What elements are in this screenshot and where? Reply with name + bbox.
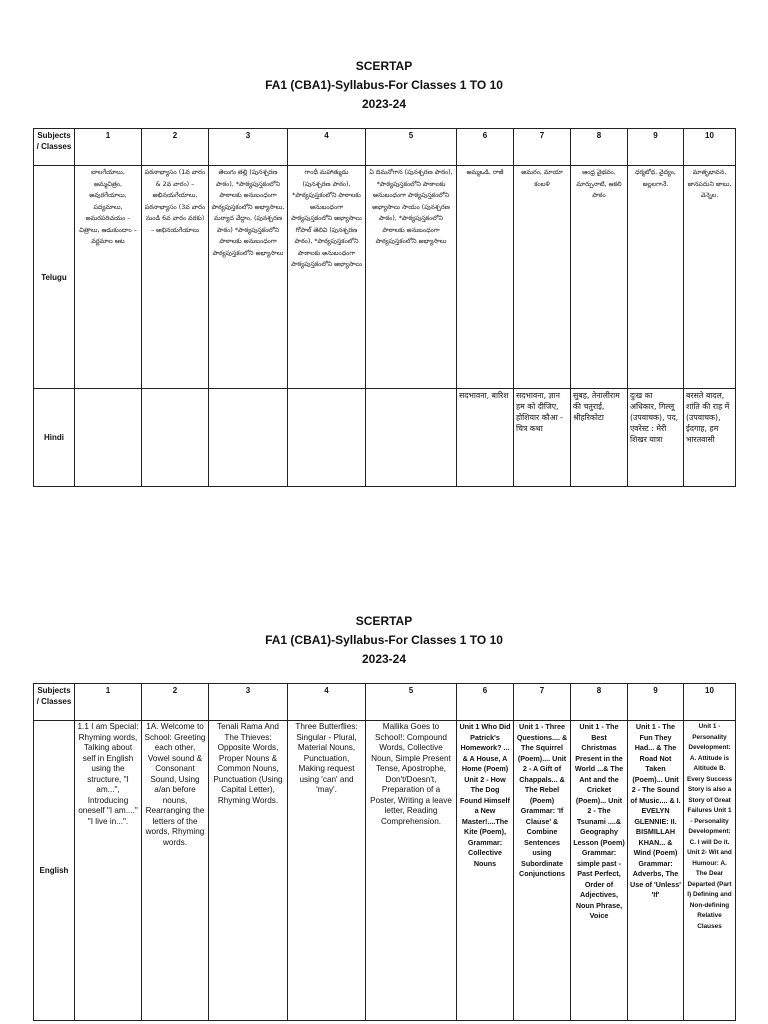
english-class-2: 1A. Welcome to School: Greeting each other, Vowel sound & Consonant Sound, Using a/an before nouns, Rearranging the letters of the words, Rhyming words. — [142, 721, 209, 1021]
hindi-class-7: सदभावना, ज्ञान हम को दीजिए, होशियार कौआ - चित्र कथा — [514, 389, 571, 487]
english-class-5: Mallika Goes to School!: Compound Words, Collective Noun, Simple Present Tense, Apostrophe, Don't/Doesn't, Preparation of a Poster, Writing a leave letter, Reading Comprehension. — [366, 721, 457, 1021]
header-class-4: 4 — [288, 684, 366, 721]
header-class-6: 6 — [457, 684, 514, 721]
hindi-class-2 — [142, 389, 209, 487]
header-class-1: 1 — [75, 129, 142, 166]
header-class-8: 8 — [571, 129, 628, 166]
telugu-class-8: ఆంధ్ర వైభవం, మార్పునాటి, ఆకలి పాఠం — [571, 166, 628, 389]
page-1-year: 2023-24 — [361, 97, 407, 111]
english-class-8: Unit 1 - The Best Christmas Present in the World ...& The Ant and the Cricket (Poem)... Unit 2 - The Tsunami ....& Geography Lesson (Poem) Grammar: simple past - Past Perfect, Order of Adjectives, Noun Phrase, Voice — [571, 721, 628, 1021]
page-2-subtitle: FA1 (CBA1)-Syllabus-For Classes 1 TO 10 — [265, 633, 503, 647]
header-class-9: 9 — [628, 684, 684, 721]
telugu-class-4: గాంధీ మహాత్ముడు (పునశ్చరణ పాఠం), *పాఠ్యపుస్తకంలోని పాఠాలకు అనుబంధంగా పాఠ్యపుస్తకంలోని అభ్యాసాలు గోపాల్ తెలివి (పునశ్చరణ పాఠం), *పాఠ్యపుస్తకంలోని పాఠాలకు అనుబంధంగా పాఠ్యపుస్తకంలోని అభ్యాసాలు — [288, 166, 366, 389]
hindi-class-8: सुबह, तेनालीराम की चतुराई, श्रीहरिकोटा — [571, 389, 628, 487]
telugu-class-3: తెలుగు తల్లి (పునశ్చరణ పాఠం), *పాఠ్యపుస్తకంలోని పాఠాలకు అనుబంధంగా పాఠ్యపుస్తకంలోని అభ్యాసాలు, మర్యాద వేద్దాం, (పునశ్చరణ పాఠం) *పాఠ్యపుస్తకంలోని పాఠాలకు అనుబంధంగా పాఠ్యపుస్తకంలోని అభ్యాసాలు — [209, 166, 288, 389]
page-2-title: SCERTAP — [355, 614, 413, 628]
header-subjects-classes: Subjects / Classes — [34, 684, 75, 721]
syllabus-table-1 — [33, 128, 736, 487]
header-class-3: 3 — [209, 684, 288, 721]
table-header-row-2 — [34, 684, 736, 721]
telugu-class-1: బాలగేయాలు, అమ్మచిత్రం, అవురగేయాలు, పద్యమాలు, అమరపరిచయం – చిత్రాలు, ఆడుకుందాం – వర్ణమాల ఆట — [75, 166, 142, 389]
subject-english: English — [34, 721, 75, 1021]
header-class-10: 10 — [684, 684, 736, 721]
english-class-1: 1.1 I am Special: Rhyming words, Talking about self in English using the structure, "I am...", Introducing oneself "I am...." "I live in...". — [75, 721, 142, 1021]
hindi-class-6: सदभावना, बारिश — [457, 389, 514, 487]
header-class-7: 7 — [514, 684, 571, 721]
header-class-1: 1 — [75, 684, 142, 721]
telugu-class-10: మాతృభావన, జానపదుని జాబు, వెన్నెల. — [684, 166, 736, 389]
header-class-5: 5 — [366, 129, 457, 166]
header-class-6: 6 — [457, 129, 514, 166]
table-row-hindi — [34, 389, 736, 487]
telugu-class-2: పఠనాభ్యాసం (1వ వారం & 2వ వారం) – అభినయగేయాలు, పఠనాభ్యాసం (3వ వారం నుండి 6వ వారం వరకు) – అభినయగేయాలు — [142, 166, 209, 389]
telugu-class-7: అమరం, మాయా కంబళి — [514, 166, 571, 389]
header-class-8: 8 — [571, 684, 628, 721]
page-1-subtitle: FA1 (CBA1)-Syllabus-For Classes 1 TO 10 — [265, 78, 503, 92]
telugu-class-9: ధర్మబోధ, వైద్యం, జల్లలగానే. — [628, 166, 684, 389]
hindi-class-5 — [366, 389, 457, 487]
hindi-class-4 — [288, 389, 366, 487]
page-1-heading — [0, 57, 768, 114]
page-2-heading — [0, 612, 768, 669]
english-class-10: Unit 1 - Personality Development: A. Attitude is Altitude B. Every Success Story is also a Story of Great Failures Unit 1 - Personality Development: C. I will Do it. Unit 2- Wit and Humour: A. The Dear Departed (Part I) Defining and Non-defining Relative Clauses — [684, 721, 736, 1021]
header-class-10: 10 — [684, 129, 736, 166]
telugu-class-6: అమ్మఒడి, రాజీ — [457, 166, 514, 389]
header-class-2: 2 — [142, 129, 209, 166]
table-header-row — [34, 129, 736, 166]
header-class-9: 9 — [628, 129, 684, 166]
hindi-class-1 — [75, 389, 142, 487]
english-class-3: Tenali Rama And The Thieves: Opposite Words, Proper Nouns & Common Nouns, Punctuation (Using Capital Letter), Rhyming Words. — [209, 721, 288, 1021]
header-class-5: 5 — [366, 684, 457, 721]
table-row-english — [34, 721, 736, 1021]
page-1-title: SCERTAP — [355, 59, 413, 73]
syllabus-table-2 — [33, 683, 736, 1021]
page-2-year: 2023-24 — [361, 652, 407, 666]
table-row-telugu — [34, 166, 736, 389]
header-class-7: 7 — [514, 129, 571, 166]
header-class-4: 4 — [288, 129, 366, 166]
telugu-class-5: ఏ దిమనోగాన (పునశ్చరణ పాఠం), *పాఠ్యపుస్తకంలోని పాఠాలకు అనుబంధంగా పాఠ్యపుస్తకంలోని అభ్యాసాలు సాయం (పునశ్చరణ పాఠం), *పాఠ్యపుస్తకంలోని పాఠాలకు అనుబంధంగా పాఠ్యపుస్తకంలోని అభ్యాసాలు — [366, 166, 457, 389]
hindi-class-10: बरसते बादल, शांति की राह में (उपवाचक), ईदगाह, हम भारतवासी — [684, 389, 736, 487]
header-class-3: 3 — [209, 129, 288, 166]
header-subjects-classes: Subjects / Classes — [34, 129, 75, 166]
hindi-class-3 — [209, 389, 288, 487]
english-class-4: Three Butterflies: Singular - Plural, Material Nouns, Punctuation, Making request using 'can' and 'may'. — [288, 721, 366, 1021]
english-class-9: Unit 1 - The Fun They Had... & The Road Not Taken (Poem)... Unit 2 - The Sound of Music.... & I. EVELYN GLENNIE: II. BISMILLAH KHAN... & Wind (Poem) Grammar: Adverbs, The Use of 'Unless' 'If' — [628, 721, 684, 1021]
english-class-7: Unit 1 - Three Questions.... & The Squirrel (Poem).... Unit 2 - A Gift of Chappals... & The Rebel (Poem) Grammar: 'If Clause' & Combine Sentences using Subordinate Conjunctions — [514, 721, 571, 1021]
header-class-2: 2 — [142, 684, 209, 721]
english-class-6: Unit 1 Who Did Patrick's Homework? ... & A House, A Home (Poem) Unit 2 - How The Dog Found Himself a New Master!....The Kite (Poem), Grammar: Collective Nouns — [457, 721, 514, 1021]
hindi-class-9: दुःख का अधिकार, गिल्लू (उपवाचक), पद, एवरेस्ट : मेरी शिखर यात्रा — [628, 389, 684, 487]
subject-hindi: Hindi — [34, 389, 75, 487]
subject-telugu: Telugu — [34, 166, 75, 389]
